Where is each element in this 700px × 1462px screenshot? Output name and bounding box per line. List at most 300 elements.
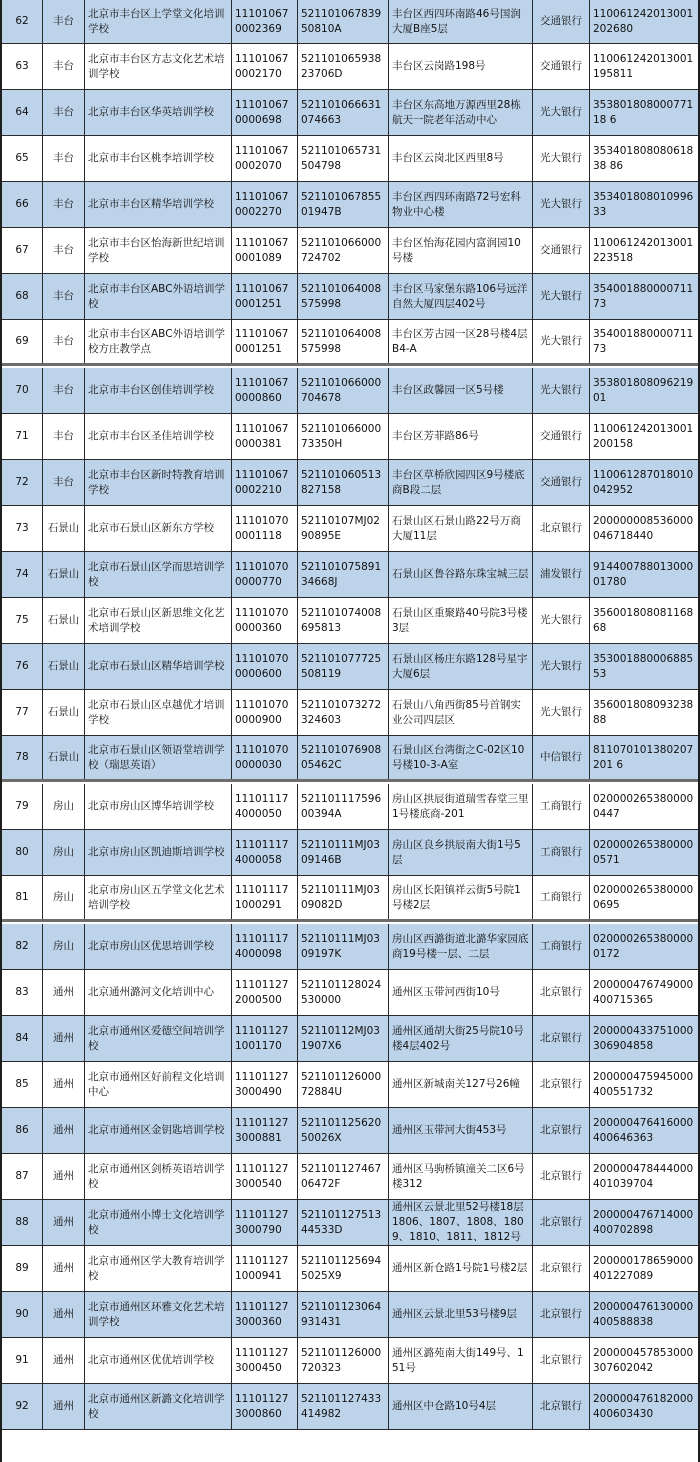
school-name-cell — [85, 506, 232, 551]
credit-code-cell — [298, 1246, 389, 1291]
address-cell — [389, 1246, 533, 1291]
district-cell — [43, 1384, 85, 1429]
table-row — [2, 90, 698, 136]
district-cell-text: 石景山 — [47, 706, 80, 718]
school-name-cell-text: 北京市丰台区ABC外语培训学校方庄教学点 — [88, 327, 226, 355]
district-cell — [43, 0, 85, 43]
address-cell — [389, 1338, 533, 1383]
district-cell — [43, 690, 85, 735]
school-name-cell — [85, 228, 232, 273]
district-cell-text: 石景山 — [47, 568, 80, 580]
license-number-cell — [232, 1200, 298, 1245]
school-name-cell — [85, 1246, 232, 1291]
row-number-text: 83 — [15, 986, 29, 998]
row-number-text: 71 — [15, 430, 29, 442]
school-name-cell — [85, 552, 232, 597]
account-cell-text: 0200002653800000571 — [593, 838, 694, 866]
address-cell-text: 通州区新城南关127号26幢 — [392, 1078, 520, 1090]
district-cell — [43, 44, 85, 89]
table-row — [2, 460, 698, 506]
school-name-cell — [85, 1108, 232, 1153]
address-cell — [389, 506, 533, 551]
license-number-cell — [232, 1062, 298, 1107]
bank-cell-text: 光大银行 — [540, 198, 582, 210]
bank-cell-text: 工商银行 — [540, 800, 582, 812]
school-name-cell — [85, 90, 232, 135]
credit-code-cell — [298, 368, 389, 413]
license-number-cell — [232, 368, 298, 413]
account-cell-text: 35400188000071173 — [593, 282, 694, 310]
bank-cell-text: 北京银行 — [540, 1078, 582, 1090]
license-number-cell — [232, 1108, 298, 1153]
row-number-text: 77 — [15, 706, 29, 718]
credit-code-cell-text: 52110111759600394A — [301, 792, 382, 820]
credit-code-cell — [298, 44, 389, 89]
row-number — [2, 320, 43, 363]
bank-cell — [533, 136, 590, 181]
credit-code-cell-text: 52110111MJ0309197K — [301, 932, 380, 960]
row-number-text: 80 — [15, 846, 29, 858]
table-row — [2, 784, 698, 830]
row-number — [2, 182, 43, 227]
bank-cell — [533, 924, 590, 969]
address-cell — [389, 1154, 533, 1199]
row-number — [2, 1384, 43, 1429]
bank-cell-text: 浦发银行 — [540, 568, 582, 580]
license-number-cell-text: 111011273000540 — [235, 1162, 289, 1190]
credit-code-cell — [298, 690, 389, 735]
credit-code-cell-text: 521101064008575998 — [301, 327, 382, 355]
bank-cell-text: 光大银行 — [540, 335, 582, 347]
district-cell-text: 丰台 — [53, 198, 74, 210]
school-name-cell — [85, 1016, 232, 1061]
license-number-cell-text: 111011174000050 — [235, 792, 289, 820]
account-cell — [590, 90, 698, 135]
credit-code-cell-text: 521101066000724702 — [301, 236, 382, 264]
credit-code-cell-text: 521101065731504798 — [301, 144, 382, 172]
account-cell — [590, 690, 698, 735]
district-cell-text: 丰台 — [53, 335, 74, 347]
address-cell — [389, 1108, 533, 1153]
license-number-cell — [232, 736, 298, 779]
district-cell — [43, 1292, 85, 1337]
account-cell — [590, 736, 698, 779]
license-number-cell-text: 111010670001251 — [235, 327, 289, 355]
address-cell — [389, 228, 533, 273]
license-number-cell — [232, 228, 298, 273]
district-cell-text: 通州 — [53, 1032, 74, 1044]
row-number — [2, 1062, 43, 1107]
school-name-cell — [85, 0, 232, 43]
address-cell — [389, 414, 533, 459]
school-name-cell-text: 北京市丰台区新时特教育培训学校 — [88, 468, 225, 496]
row-number-text: 67 — [15, 244, 29, 256]
account-cell-text: 200000476714000400702898 — [593, 1208, 694, 1236]
license-number-cell-text: 111010700000030 — [235, 743, 289, 771]
license-number-cell — [232, 506, 298, 551]
school-name-cell-text: 北京市石景山区领语堂培训学校（瑞思英语） — [88, 743, 225, 771]
district-cell — [43, 970, 85, 1015]
table-row — [2, 506, 698, 552]
address-cell-text: 房山区拱辰街道瑞雪春堂三里1号楼底商-201 — [392, 792, 529, 820]
credit-code-cell-text: 521101077725508119 — [301, 652, 382, 680]
license-number-cell — [232, 414, 298, 459]
row-number — [2, 90, 43, 135]
address-cell-text: 石景山区台湾街之C-02区10号楼10-3-A室 — [392, 743, 525, 771]
row-number — [2, 136, 43, 181]
table-row — [2, 644, 698, 690]
district-cell — [43, 90, 85, 135]
address-cell-text: 房山区西潞街道北潞华家园底商19号楼一层、二层 — [392, 932, 529, 960]
bank-cell — [533, 274, 590, 319]
address-cell-text: 丰台区西四环南路46号国润大厦B座5层 — [392, 7, 521, 35]
bank-cell — [533, 1062, 590, 1107]
license-number-cell-text: 111010670002070 — [235, 144, 289, 172]
table-row — [2, 1292, 698, 1338]
district-cell-text: 丰台 — [53, 244, 74, 256]
address-cell — [389, 136, 533, 181]
credit-code-cell — [298, 552, 389, 597]
bank-cell — [533, 644, 590, 689]
credit-code-cell-text: 521101074008695813 — [301, 606, 382, 634]
school-name-cell — [85, 1062, 232, 1107]
license-number-cell — [232, 924, 298, 969]
credit-code-cell-text: 521101060513827158 — [301, 468, 382, 496]
address-cell-text: 通州区云景北里52号楼18层1806、1807、1808、1809、1810、1811、1812号 — [392, 1201, 524, 1243]
license-number-cell-text: 111010670000698 — [235, 98, 289, 126]
table-row — [2, 274, 698, 320]
credit-code-cell — [298, 1154, 389, 1199]
address-cell — [389, 460, 533, 505]
license-number-cell — [232, 970, 298, 1015]
address-cell-text: 丰台区怡海花园内富润园10号楼 — [392, 236, 521, 264]
license-number-cell — [232, 1154, 298, 1199]
district-cell-text: 丰台 — [53, 152, 74, 164]
row-number-text: 63 — [15, 60, 29, 72]
account-cell-text: 35380180800077118 6 — [593, 98, 694, 126]
license-number-cell — [232, 44, 298, 89]
license-number-cell-text: 111011273000490 — [235, 1070, 289, 1098]
school-name-cell-text: 北京市丰台区ABC外语培训学校 — [88, 282, 226, 310]
table-row — [2, 1154, 698, 1200]
row-number — [2, 0, 43, 43]
license-number-cell — [232, 784, 298, 829]
school-name-cell — [85, 1292, 232, 1337]
credit-code-cell — [298, 1200, 389, 1245]
credit-code-cell-text: 52110112562050026X — [301, 1116, 382, 1144]
bank-cell-text: 交通银行 — [540, 244, 582, 256]
bank-cell — [533, 1292, 590, 1337]
row-number-text: 75 — [15, 614, 29, 626]
license-number-cell-text: 111010670001251 — [235, 282, 289, 310]
credit-code-cell-text: 52110107589134668J — [301, 560, 382, 588]
district-cell — [43, 876, 85, 919]
account-cell — [590, 784, 698, 829]
credit-code-cell — [298, 320, 389, 363]
credit-code-cell-text: 52110107MJ0290895E — [301, 514, 380, 542]
license-number-cell — [232, 1246, 298, 1291]
bank-cell-text: 光大银行 — [540, 290, 582, 302]
district-cell-text: 通州 — [53, 1400, 74, 1412]
district-cell-text: 通州 — [53, 1216, 74, 1228]
address-cell — [389, 830, 533, 875]
row-number — [2, 368, 43, 413]
district-cell — [43, 506, 85, 551]
account-cell — [590, 44, 698, 89]
table-row — [2, 1246, 698, 1292]
district-cell — [43, 368, 85, 413]
credit-code-cell-text: 52110112751344533D — [301, 1208, 382, 1236]
district-cell — [43, 460, 85, 505]
credit-code-cell — [298, 1016, 389, 1061]
account-cell-text: 110061287018010042952 — [593, 468, 694, 496]
credit-code-cell — [298, 1292, 389, 1337]
account-cell — [590, 320, 698, 363]
row-number-text: 92 — [15, 1400, 29, 1412]
district-cell — [43, 1246, 85, 1291]
account-cell — [590, 460, 698, 505]
credit-code-cell — [298, 414, 389, 459]
account-cell-text: 200000478444000401039704 — [593, 1162, 694, 1190]
credit-code-cell — [298, 970, 389, 1015]
credit-code-cell — [298, 90, 389, 135]
license-number-cell — [232, 90, 298, 135]
address-cell-text: 丰台区马家堡东路106号远洋自然大厦四层402号 — [392, 282, 528, 310]
account-cell-text: 35380180809621901 — [593, 376, 694, 404]
school-name-cell-text: 北京市通州区优优培训学校 — [88, 1354, 214, 1366]
district-cell — [43, 1200, 85, 1245]
row-number-text: 73 — [15, 522, 29, 534]
school-name-cell-text: 北京市通州区剑桥英语培训学校 — [88, 1162, 225, 1190]
school-name-cell-text: 北京市丰台区桃李培训学校 — [88, 152, 214, 164]
license-number-cell — [232, 320, 298, 363]
bank-cell — [533, 414, 590, 459]
credit-code-cell-text: 52110112MJ031907X6 — [301, 1024, 380, 1052]
credit-code-cell-text: 52110107690805462C — [301, 743, 382, 771]
license-number-cell-text: 111010670000381 — [235, 422, 289, 450]
district-cell-text: 通州 — [53, 1262, 74, 1274]
district-cell-text: 通州 — [53, 986, 74, 998]
row-number — [2, 1016, 43, 1061]
table-row — [2, 1200, 698, 1246]
school-name-cell-text: 北京市通州区环雅文化艺术培训学校 — [88, 1300, 225, 1328]
district-cell — [43, 136, 85, 181]
school-name-cell-text: 北京市石景山区精华培训学校 — [88, 660, 225, 672]
school-name-cell — [85, 736, 232, 779]
account-cell-text: 110061242013001202680 — [593, 7, 694, 35]
district-cell-text: 丰台 — [53, 15, 74, 27]
bank-cell — [533, 598, 590, 643]
credit-code-cell — [298, 784, 389, 829]
row-number-text: 89 — [15, 1262, 29, 1274]
address-cell — [389, 368, 533, 413]
license-number-cell — [232, 830, 298, 875]
account-cell-text: 200000008536000046718440 — [593, 514, 694, 542]
address-cell-text: 通州区马驹桥镇潼关二区6号楼312 — [392, 1162, 525, 1190]
bank-cell — [533, 506, 590, 551]
account-cell — [590, 1338, 698, 1383]
account-cell-text: 811070101380207201 6 — [593, 743, 694, 771]
row-number — [2, 784, 43, 829]
account-cell — [590, 1062, 698, 1107]
table-row — [2, 414, 698, 460]
row-number-text: 90 — [15, 1308, 29, 1320]
credit-code-cell — [298, 644, 389, 689]
row-number-text: 79 — [15, 800, 29, 812]
school-name-cell — [85, 784, 232, 829]
address-cell — [389, 552, 533, 597]
row-number-text: 76 — [15, 660, 29, 672]
bank-cell — [533, 1384, 590, 1429]
school-name-cell-text: 北京市丰台区上学堂文化培训学校 — [88, 7, 225, 35]
bank-cell-text: 北京银行 — [540, 522, 582, 534]
license-number-cell-text: 111011273000790 — [235, 1208, 289, 1236]
row-number-text: 85 — [15, 1078, 29, 1090]
license-number-cell — [232, 876, 298, 919]
license-number-cell — [232, 1338, 298, 1383]
address-cell — [389, 0, 533, 43]
school-name-cell — [85, 182, 232, 227]
bank-cell-text: 交通银行 — [540, 60, 582, 72]
table-row — [2, 44, 698, 90]
bank-cell — [533, 228, 590, 273]
address-cell — [389, 1200, 533, 1245]
school-name-cell — [85, 320, 232, 363]
bank-cell-text: 交通银行 — [540, 430, 582, 442]
license-number-cell-text: 111011272000500 — [235, 978, 289, 1006]
row-number — [2, 1200, 43, 1245]
district-cell-text: 通州 — [53, 1124, 74, 1136]
account-cell-text: 200000476416000400646363 — [593, 1116, 694, 1144]
row-number-text: 78 — [15, 751, 29, 763]
account-cell-text: 200000457853000307602042 — [593, 1346, 694, 1374]
row-number — [2, 552, 43, 597]
row-number-text: 64 — [15, 106, 29, 118]
school-name-cell-text: 北京市丰台区精华培训学校 — [88, 198, 214, 210]
account-cell — [590, 182, 698, 227]
row-number-text: 84 — [15, 1032, 29, 1044]
address-cell — [389, 598, 533, 643]
table-row — [2, 368, 698, 414]
bank-cell-text: 北京银行 — [540, 1400, 582, 1412]
address-cell — [389, 736, 533, 779]
address-cell-text: 丰台区芳菲路86号 — [392, 430, 479, 442]
school-name-cell-text: 北京市石景山区学而思培训学校 — [88, 560, 225, 588]
district-cell-text: 房山 — [53, 891, 74, 903]
bank-cell — [533, 552, 590, 597]
district-cell — [43, 274, 85, 319]
bank-cell — [533, 368, 590, 413]
school-name-cell — [85, 368, 232, 413]
school-name-cell-text: 北京市丰台区方志文化艺术培训学校 — [88, 52, 225, 80]
school-name-cell — [85, 274, 232, 319]
address-cell-text: 通州区玉带河西街10号 — [392, 986, 500, 998]
school-name-cell — [85, 876, 232, 919]
row-number — [2, 924, 43, 969]
address-cell-text: 石景山区杨庄东路128号星宇大厦6层 — [392, 652, 528, 680]
bank-cell-text: 交通银行 — [540, 476, 582, 488]
credit-code-cell-text: 521101064008575998 — [301, 282, 382, 310]
license-number-cell — [232, 182, 298, 227]
credit-code-cell-text: 52110106785501947B — [301, 190, 382, 218]
account-cell-text: 200000476130000400588838 — [593, 1300, 694, 1328]
district-cell — [43, 924, 85, 969]
row-number — [2, 876, 43, 919]
credit-code-cell-text: 52110112746706472F — [301, 1162, 382, 1190]
credit-code-cell — [298, 136, 389, 181]
account-cell — [590, 1154, 698, 1199]
bank-cell-text: 光大银行 — [540, 152, 582, 164]
address-cell-text: 丰台区云岗路198号 — [392, 60, 486, 72]
account-cell-text: 35300188000688553 — [593, 652, 694, 680]
bank-cell-text: 光大银行 — [540, 660, 582, 672]
license-number-cell — [232, 598, 298, 643]
bank-cell-text: 工商银行 — [540, 891, 582, 903]
address-cell-text: 房山区良乡拱辰南大街1号5层 — [392, 838, 521, 866]
account-cell-text: 200000475945000400551732 — [593, 1070, 694, 1098]
credit-code-cell — [298, 876, 389, 919]
district-cell — [43, 1108, 85, 1153]
address-cell-text: 丰台区东高地万源西里28栋航天一院老年活动中心 — [392, 98, 521, 126]
account-cell — [590, 368, 698, 413]
account-cell — [590, 1016, 698, 1061]
district-cell-text: 房山 — [53, 940, 74, 952]
address-cell — [389, 320, 533, 363]
district-cell-text: 石景山 — [47, 660, 80, 672]
table-row — [2, 136, 698, 182]
school-name-cell-text: 北京市丰台区创佳培训学校 — [88, 384, 214, 396]
district-cell-text: 通州 — [53, 1170, 74, 1182]
account-cell-text: 110061242013001223518 — [593, 236, 694, 264]
bank-cell — [533, 784, 590, 829]
row-number-text: 69 — [15, 335, 29, 347]
address-cell-text: 石景山区鲁谷路东珠宝城三层 — [392, 568, 529, 580]
table-row — [2, 1338, 698, 1384]
license-number-cell-text: 111011174000058 — [235, 838, 289, 866]
address-cell — [389, 182, 533, 227]
credit-code-cell-text: 52110111MJ0309146B — [301, 838, 380, 866]
account-cell-text: 200000433751000306904858 — [593, 1024, 694, 1052]
school-name-cell-text: 北京市石景山区新思维文化艺术培训学校 — [88, 606, 225, 634]
bank-cell — [533, 0, 590, 43]
bank-cell-text: 北京银行 — [540, 1170, 582, 1182]
table-row — [2, 830, 698, 876]
credit-code-cell-text: 5211011256945025X9 — [301, 1254, 382, 1282]
district-cell-text: 丰台 — [53, 106, 74, 118]
table-row — [2, 0, 698, 44]
account-cell-text: 110061242013001195811 — [593, 52, 694, 80]
row-number — [2, 506, 43, 551]
bank-cell — [533, 1200, 590, 1245]
account-cell-text: 0200002653800000695 — [593, 883, 694, 911]
address-cell — [389, 644, 533, 689]
license-number-cell-text: 111010670002369 — [235, 7, 289, 35]
school-name-cell-text: 北京市丰台区华英培训学校 — [88, 106, 214, 118]
district-cell — [43, 830, 85, 875]
bank-cell-text: 光大银行 — [540, 614, 582, 626]
license-number-cell-text: 111010700000360 — [235, 606, 289, 634]
bank-cell — [533, 1108, 590, 1153]
credit-code-cell — [298, 736, 389, 779]
account-cell-text: 200000476749000400715365 — [593, 978, 694, 1006]
credit-code-cell — [298, 0, 389, 43]
license-number-cell-text: 111011273000860 — [235, 1392, 289, 1420]
license-number-cell-text: 111011273000360 — [235, 1300, 289, 1328]
row-number — [2, 598, 43, 643]
account-cell-text: 0200002653800000172 — [593, 932, 694, 960]
credit-code-cell-text: 521101066000704678 — [301, 376, 382, 404]
bank-cell — [533, 460, 590, 505]
